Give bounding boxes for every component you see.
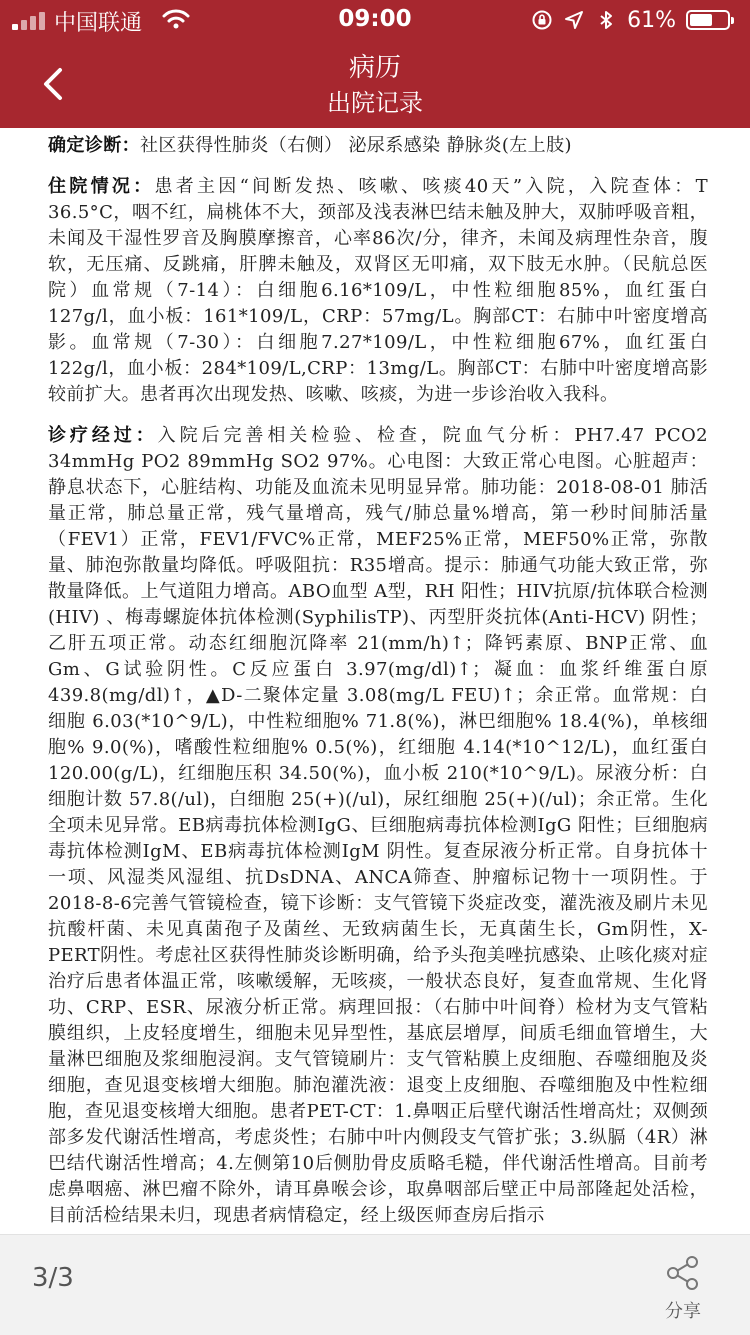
share-icon xyxy=(666,1255,700,1291)
admission-label: 住院情况： xyxy=(48,176,155,197)
treatment-section xyxy=(48,423,708,1229)
diagnosis-label: 确定诊断： xyxy=(48,135,140,156)
location-icon xyxy=(563,9,585,31)
treatment-text: 入院后完善相关检验、检查，院血气分析：PH7.47 PCO2 34mmHg PO2 89mmHg SO2 97%。心电图：大致正常心电图。心脏超声：静息状态下，心脏结构、功能及血流未见明显异常。肺功能：2018-08-01 肺活量正常，肺总量正常，残气量增高，残气/肺总量%增高，第一秒时间肺活量（FEV1）正常，FEV1/FVC%正常，MEF25%正常，MEF50%正常，弥散量、肺泡弥散量均降低。呼吸阻抗：R35增高。提示：肺通气功能大致正常，弥散量降低。上气道阻力增高。ABO血型 A型，RH 阳性；HIV抗原/抗体联合检测(HIV) 、梅毒螺旋体抗体检测(SyphilisTP)、丙型肝炎抗体(Anti-HCV) 阴性；乙肝五项正常。动态红细胞沉降率 21(mm/h)↑；降钙素原、BNP正常、血Gm、G试验阴性。C反应蛋白 3.97(mg/dl)↑；凝血：血浆纤维蛋白原 439.8(mg/dl)↑，▲D-二聚体定量 3.08(mg/L FEU)↑；余正常。血常规：白细胞 6.03(*10^9/L)，中性粒细胞% 71.8(%)，淋巴细胞% 18.4(%)，单核细胞% 9.0(%)，嗜酸性粒细胞% 0.5(%)，红细胞 4.14(*10^12/L)，血红蛋白 120.00(g/L)，红细胞压积 34.50(%)，血小板 210(*10^9/L)。尿液分析：白细胞计数 57.8(/ul)，白细胞 25(+)(/ul)，尿红细胞 25(+)(/ul)；余正常。生化全项未见异常。EB病毒抗体检测IgG、巨细胞病毒抗体检测IgG 阳性；巨细胞病毒抗体检测IgM、EB病毒抗体检测IgM 阴性。复查尿液分析正常。自身抗体十一项、风湿类风湿组、抗DsDNA、ANCA筛查、肿瘤标记物十一项阴性。于2018-8-6完善气管镜检查，镜下诊断：支气管镜下炎症改变，灌洗液及刷片未见抗酸杆菌、未见真菌孢子及菌丝、无致病菌生长，无真菌生长，Gm阴性，X-PERT阴性。考虑社区获得性肺炎诊断明确，给予头孢美唑抗感染、止咳化痰对症治疗后患者体温正常，咳嗽缓解，无咳痰，一般状态良好，复查血常规、生化肾功、CRP、ESR、尿液分析正常。病理回报：（右肺中叶间脊）检材为支气管粘膜组织，上皮轻度增生，细胞未见异型性，基底层增厚，间质毛细血管增生，大量淋巴细胞及浆细胞浸润。支气管镜刷片：支气管粘膜上皮细胞、吞噬细胞及炎细胞，查见退变核增大细胞。肺泡灌洗液：退变上皮细胞、吞噬细胞及中性粒细胞，查见退变核增大细胞。患者PET-CT：1.鼻咽正后壁代谢活性增高灶；双侧颈部多发代谢活性增高，考虑炎性；右肺中叶内侧段支气管扩张；3.纵膈（4R）淋巴结代谢活性增高；4.左侧第10后侧肋骨皮质略毛糙，伴代谢活性增高。目前考虑鼻咽癌、淋巴瘤不除外，请耳鼻喉会诊，取鼻咽部后壁正中局部隆起处活检，目前活检结果未归，现患者病情稳定，经上级医师查房后指示 xyxy=(48,425,708,1226)
bluetooth-icon xyxy=(595,9,617,31)
battery-icon xyxy=(686,10,730,30)
admission-section xyxy=(48,174,708,408)
footer-bar xyxy=(0,1234,750,1335)
share-label: 分享 xyxy=(665,1301,701,1322)
diagnosis-text: 社区获得性肺炎（右侧） 泌尿系感染 静脉炎(左上肢) xyxy=(140,135,572,156)
page-title: 病历 xyxy=(348,53,401,83)
admission-text: 患者主因“间断发热、咳嗽、咳痰40天”入院，入院查体：T 36.5°C，咽不红，扁桃体不大，颈部及浅表淋巴结未触及肿大，双肺呼吸音粗，未闻及干湿性罗音及胸膜摩擦音，心率86次/分，律齐，未闻及病理性杂音，腹软，无压痛、反跳痛，肝脾未触及，双肾区无叩痛，双下肢无水肿。（民航总医院）血常规（7-14）：白细胞6.16*109/L，中性粒细胞85%，血红蛋白127g/l，血小板：161*109/L，CRP：57mg/L。胸部CT：右肺中叶密度增高影。血常规（7-30）：白细胞7.27*109/L，中性粒细胞67%，血红蛋白122g/l，血小板：284*109/L,CRP：13mg/L。胸部CT：右肺中叶密度增高影较前扩大。患者再次出现发热、咳嗽、咳痰，为进一步诊治收入我科。 xyxy=(48,176,708,405)
diagnosis-section xyxy=(48,133,708,159)
app-header xyxy=(0,0,750,128)
status-time: 09:00 xyxy=(338,6,412,32)
page-subtitle: 出院记录 xyxy=(327,89,423,117)
orientation-lock-icon xyxy=(531,9,553,31)
page-indicator: 3/3 xyxy=(32,1263,74,1293)
carrier-name: 中国联通 xyxy=(54,11,143,36)
treatment-label: 诊疗经过： xyxy=(48,425,158,446)
discharge-record xyxy=(48,133,708,1233)
status-bar xyxy=(0,0,750,40)
battery-percent: 61% xyxy=(627,7,676,33)
battery-level xyxy=(690,14,712,26)
share-button[interactable] xyxy=(658,1255,708,1323)
